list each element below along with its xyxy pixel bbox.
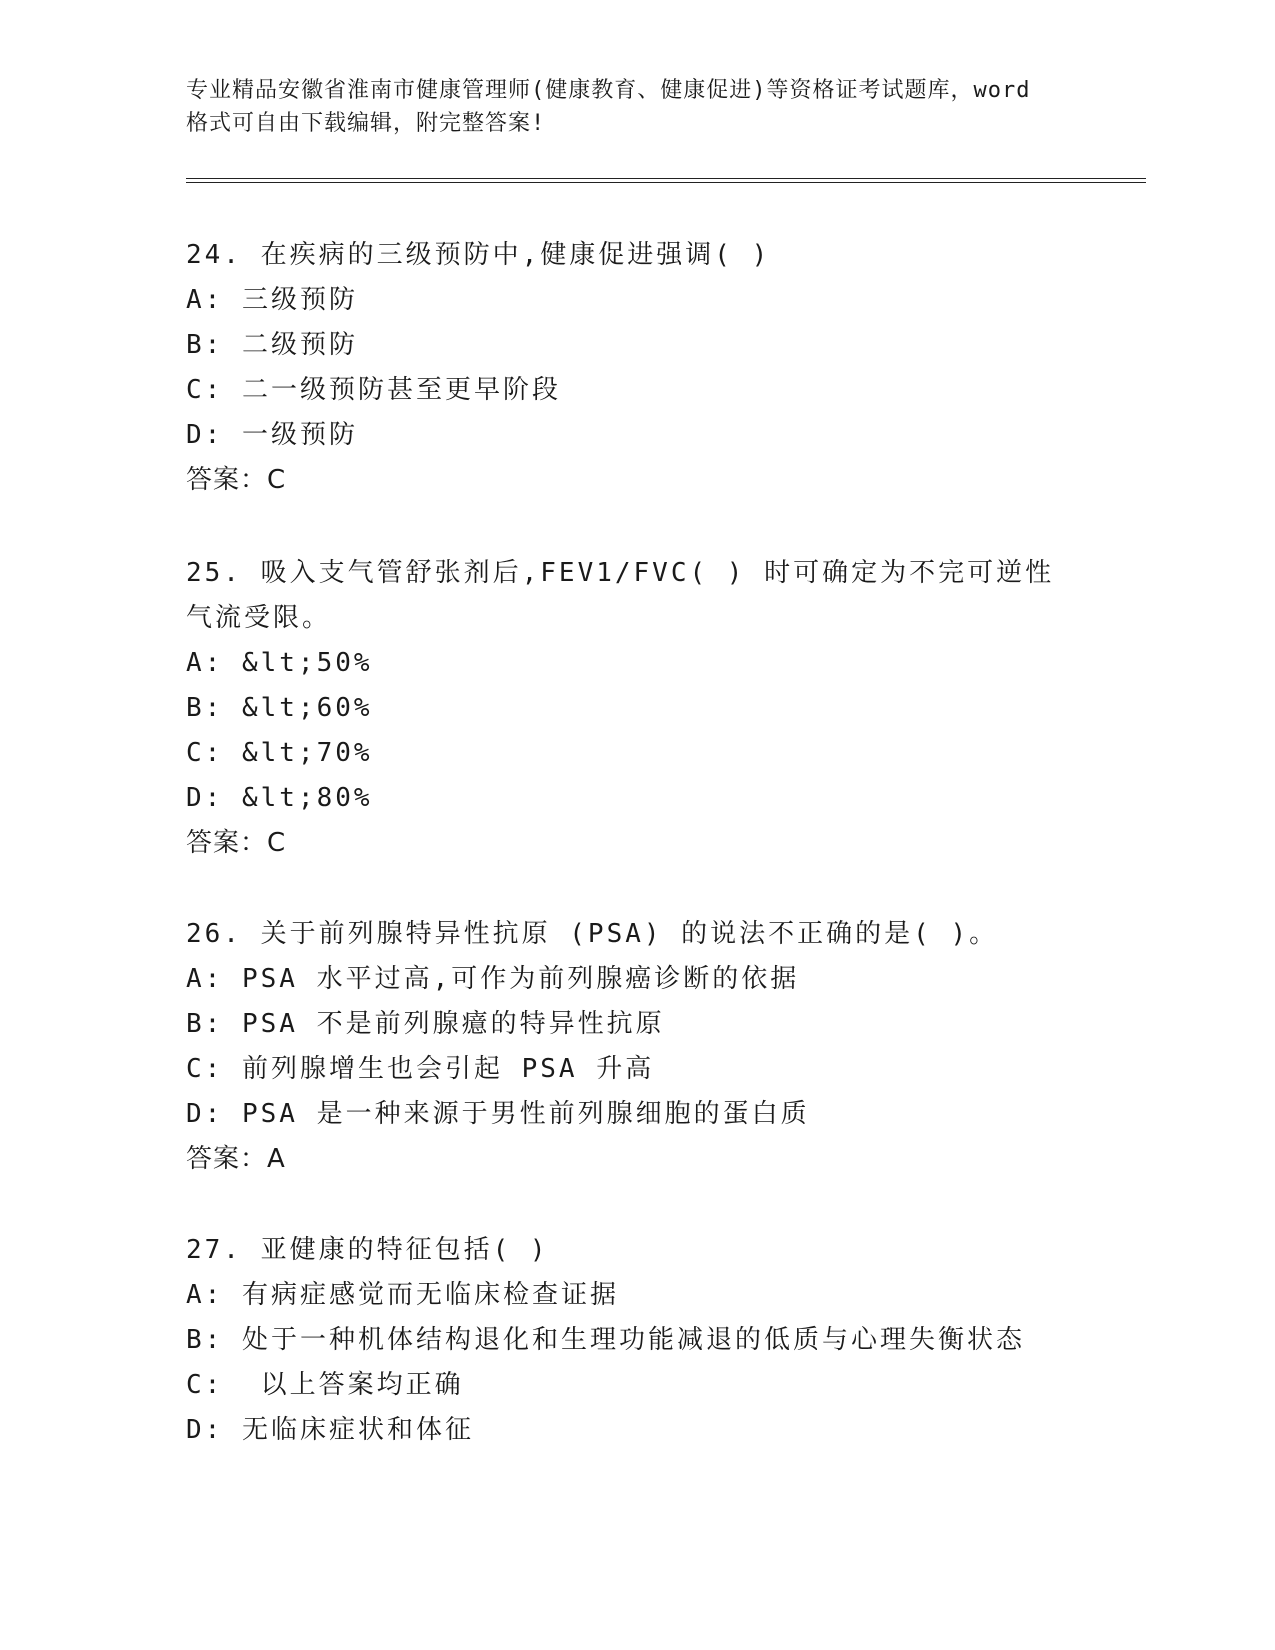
question-stem: 26. 关于前列腺特异性抗原 (PSA) 的说法不正确的是( )。 bbox=[186, 919, 999, 949]
option-c: C: 前列腺增生也会引起 PSA 升高 bbox=[186, 1054, 655, 1084]
option-a: A: 三级预防 bbox=[186, 285, 358, 315]
header-double-rule bbox=[186, 178, 1146, 183]
option-c: C: 以上答案均正确 bbox=[186, 1370, 464, 1400]
question-27 bbox=[186, 1228, 1146, 1453]
answer-line: 答案：C bbox=[186, 828, 287, 858]
question-stem-continued: 气流受限。 bbox=[186, 603, 332, 633]
option-d: D: PSA 是一种来源于男性前列腺细胞的蛋白质 bbox=[186, 1099, 810, 1129]
option-b: B: &lt;60% bbox=[186, 693, 373, 723]
option-a: A: PSA 水平过高,可作为前列腺癌诊断的依据 bbox=[186, 964, 800, 994]
option-a: A: &lt;50% bbox=[186, 648, 373, 678]
answer-line: 答案：C bbox=[186, 465, 287, 495]
question-stem: 25. 吸入支气管舒张剂后,FEV1/FVC( ) 时可确定为不完可逆性 bbox=[186, 558, 1055, 588]
header-line-2: 格式可自由下载编辑，附完整答案! bbox=[186, 111, 546, 136]
document-header bbox=[186, 74, 1086, 140]
option-c: C: &lt;70% bbox=[186, 738, 373, 768]
answer-line: 答案：A bbox=[186, 1144, 286, 1174]
question-stem: 24. 在疾病的三级预防中,健康促进强调( ) bbox=[186, 240, 771, 270]
option-b: B: 二级预防 bbox=[186, 330, 358, 360]
option-d: D: 一级预防 bbox=[186, 420, 358, 450]
header-line-1: 专业精品安徽省淮南市健康管理师(健康教育、健康促进)等资格证考试题库，word bbox=[186, 78, 1031, 103]
option-b: B: 处于一种机体结构退化和生理功能减退的低质与心理失衡状态 bbox=[186, 1325, 1025, 1355]
option-d: D: &lt;80% bbox=[186, 783, 373, 813]
option-c: C: 二一级预防甚至更早阶段 bbox=[186, 375, 561, 405]
question-26 bbox=[186, 912, 1146, 1182]
option-b: B: PSA 不是前列腺癔的特异性抗原 bbox=[186, 1009, 665, 1039]
question-24 bbox=[186, 233, 1146, 503]
option-a: A: 有病症感觉而无临床检查证据 bbox=[186, 1280, 619, 1310]
question-25 bbox=[186, 551, 1146, 866]
option-d: D: 无临床症状和体征 bbox=[186, 1415, 474, 1445]
question-stem: 27. 亚健康的特征包括( ) bbox=[186, 1235, 549, 1265]
